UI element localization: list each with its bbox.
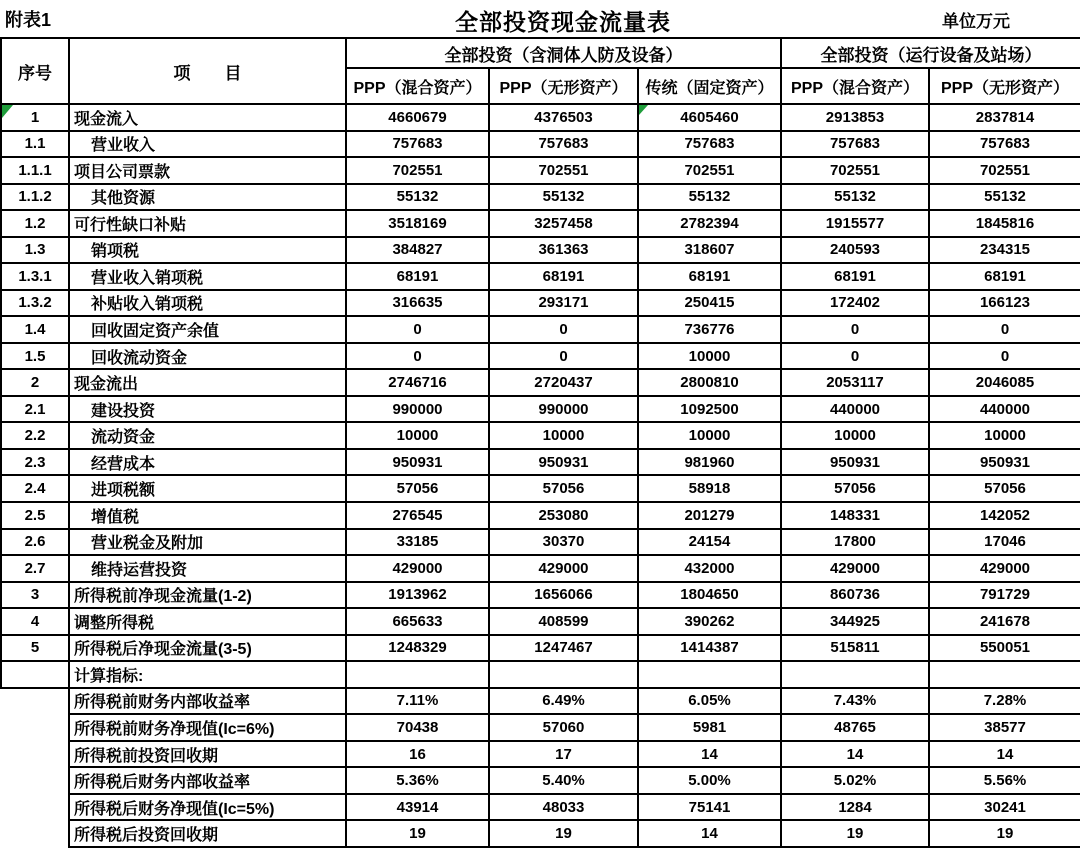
value-cell[interactable]: 142052 bbox=[929, 502, 1080, 529]
value-cell[interactable]: 0 bbox=[781, 316, 929, 343]
serial-cell[interactable]: 4 bbox=[1, 608, 69, 635]
serial-cell[interactable]: 2.2 bbox=[1, 422, 69, 449]
table-row bbox=[1, 316, 1080, 343]
serial-cell[interactable]: 1.1.1 bbox=[1, 157, 69, 184]
value-cell[interactable]: 0 bbox=[489, 343, 638, 370]
value-cell[interactable]: 860736 bbox=[781, 582, 929, 609]
value-cell[interactable]: 172402 bbox=[781, 290, 929, 317]
value-cell[interactable]: 440000 bbox=[929, 396, 1080, 423]
header-row-groups bbox=[1, 38, 1080, 68]
value-cell[interactable]: 17 bbox=[489, 741, 638, 768]
header-item[interactable]: 项 目 bbox=[69, 38, 346, 104]
table-row bbox=[1, 714, 1080, 741]
serial-cell[interactable]: 5 bbox=[1, 635, 69, 662]
value-cell[interactable]: 70438 bbox=[346, 714, 489, 741]
header-group-2[interactable]: 全部投资（运行设备及站场） bbox=[781, 38, 1080, 68]
item-cell[interactable]: 项目公司票款 bbox=[69, 157, 346, 184]
serial-cell[interactable] bbox=[1, 767, 69, 794]
item-cell[interactable]: 销项税 bbox=[69, 237, 346, 264]
table-row bbox=[1, 502, 1080, 529]
value-cell[interactable]: 1414387 bbox=[638, 635, 781, 662]
value-cell[interactable]: 361363 bbox=[489, 237, 638, 264]
value-cell[interactable]: 515811 bbox=[781, 635, 929, 662]
table-row bbox=[1, 104, 1080, 131]
value-cell[interactable]: 48765 bbox=[781, 714, 929, 741]
value-cell[interactable]: 17800 bbox=[781, 529, 929, 556]
value-cell[interactable]: 10000 bbox=[489, 422, 638, 449]
value-cell[interactable]: 1656066 bbox=[489, 582, 638, 609]
value-cell[interactable]: 757683 bbox=[346, 131, 489, 158]
item-cell[interactable]: 进项税额 bbox=[69, 475, 346, 502]
header-subcol-ppp-intangible-2[interactable]: PPP（无形资产） bbox=[929, 68, 1080, 104]
value-cell[interactable]: 68191 bbox=[346, 263, 489, 290]
serial-cell[interactable] bbox=[1, 741, 69, 768]
value-cell[interactable]: 950931 bbox=[929, 449, 1080, 476]
table-row bbox=[1, 369, 1080, 396]
value-cell[interactable]: 24154 bbox=[638, 529, 781, 556]
table-row bbox=[1, 422, 1080, 449]
value-cell[interactable]: 2046085 bbox=[929, 369, 1080, 396]
value-cell[interactable]: 241678 bbox=[929, 608, 1080, 635]
serial-cell[interactable]: 1.1 bbox=[1, 131, 69, 158]
value-cell[interactable]: 2720437 bbox=[489, 369, 638, 396]
value-cell[interactable]: 5981 bbox=[638, 714, 781, 741]
table-row bbox=[1, 555, 1080, 582]
table-row bbox=[1, 157, 1080, 184]
table-row bbox=[1, 820, 1080, 847]
value-cell[interactable]: 702551 bbox=[781, 157, 929, 184]
serial-cell[interactable]: 2 bbox=[1, 369, 69, 396]
item-cell[interactable]: 其他资源 bbox=[69, 184, 346, 211]
value-cell[interactable]: 17046 bbox=[929, 529, 1080, 556]
table-row bbox=[1, 608, 1080, 635]
value-cell[interactable]: 55132 bbox=[489, 184, 638, 211]
value-cell[interactable]: 57056 bbox=[781, 475, 929, 502]
value-cell[interactable]: 250415 bbox=[638, 290, 781, 317]
value-cell[interactable]: 19 bbox=[781, 820, 929, 847]
value-cell[interactable]: 5.36% bbox=[346, 767, 489, 794]
value-cell[interactable]: 344925 bbox=[781, 608, 929, 635]
header-subcol-traditional-fixed[interactable]: 传统（固定资产） bbox=[638, 68, 781, 104]
value-cell[interactable]: 757683 bbox=[781, 131, 929, 158]
value-cell[interactable]: 10000 bbox=[929, 422, 1080, 449]
value-cell[interactable]: 1284 bbox=[781, 794, 929, 821]
unit-label: 单位万元 bbox=[942, 12, 1010, 31]
value-cell[interactable]: 990000 bbox=[346, 396, 489, 423]
value-cell[interactable] bbox=[929, 661, 1080, 688]
value-cell[interactable]: 0 bbox=[346, 343, 489, 370]
item-cell[interactable]: 营业收入 bbox=[69, 131, 346, 158]
value-cell[interactable]: 10000 bbox=[346, 422, 489, 449]
value-cell[interactable]: 55132 bbox=[346, 184, 489, 211]
item-cell[interactable]: 所得税前投资回收期 bbox=[69, 741, 346, 768]
cashflow-table bbox=[0, 37, 1080, 848]
serial-cell[interactable] bbox=[1, 820, 69, 847]
value-cell[interactable]: 429000 bbox=[781, 555, 929, 582]
value-cell[interactable]: 58918 bbox=[638, 475, 781, 502]
item-cell[interactable]: 营业收入销项税 bbox=[69, 263, 346, 290]
value-cell[interactable]: 7.11% bbox=[346, 688, 489, 715]
table-row bbox=[1, 475, 1080, 502]
item-cell[interactable]: 增值税 bbox=[69, 502, 346, 529]
table-row bbox=[1, 794, 1080, 821]
green-corner-indicator bbox=[2, 105, 13, 118]
value-cell[interactable]: 950931 bbox=[781, 449, 929, 476]
value-cell[interactable]: 0 bbox=[781, 343, 929, 370]
item-cell[interactable]: 回收固定资产余值 bbox=[69, 316, 346, 343]
value-cell[interactable]: 57056 bbox=[929, 475, 1080, 502]
table-row bbox=[1, 396, 1080, 423]
serial-cell[interactable]: 2.6 bbox=[1, 529, 69, 556]
value-cell[interactable]: 990000 bbox=[489, 396, 638, 423]
value-cell[interactable]: 75141 bbox=[638, 794, 781, 821]
item-cell[interactable]: 现金流出 bbox=[69, 369, 346, 396]
value-cell[interactable]: 757683 bbox=[929, 131, 1080, 158]
table-row bbox=[1, 635, 1080, 662]
serial-cell[interactable]: 1.3 bbox=[1, 237, 69, 264]
item-cell[interactable]: 回收流动资金 bbox=[69, 343, 346, 370]
value-cell[interactable]: 4605460 bbox=[638, 104, 781, 131]
serial-cell[interactable] bbox=[1, 714, 69, 741]
value-cell[interactable]: 1845816 bbox=[929, 210, 1080, 237]
value-cell[interactable]: 757683 bbox=[638, 131, 781, 158]
value-cell[interactable]: 318607 bbox=[638, 237, 781, 264]
value-cell[interactable]: 2746716 bbox=[346, 369, 489, 396]
value-cell[interactable]: 10000 bbox=[781, 422, 929, 449]
table-row bbox=[1, 184, 1080, 211]
serial-cell[interactable]: 1.3.1 bbox=[1, 263, 69, 290]
value-cell[interactable]: 1913962 bbox=[346, 582, 489, 609]
item-cell[interactable]: 可行性缺口补贴 bbox=[69, 210, 346, 237]
item-cell[interactable]: 计算指标: bbox=[69, 661, 346, 688]
item-cell[interactable]: 所得税前财务净现值(Ic=6%) bbox=[69, 714, 346, 741]
value-cell[interactable]: 5.00% bbox=[638, 767, 781, 794]
table-row bbox=[1, 343, 1080, 370]
value-cell[interactable]: 981960 bbox=[638, 449, 781, 476]
value-cell[interactable]: 0 bbox=[346, 316, 489, 343]
serial-cell[interactable]: 2.3 bbox=[1, 449, 69, 476]
table-row bbox=[1, 529, 1080, 556]
table-row bbox=[1, 449, 1080, 476]
item-cell[interactable]: 维持运营投资 bbox=[69, 555, 346, 582]
value-cell[interactable]: 429000 bbox=[929, 555, 1080, 582]
value-cell[interactable]: 5.02% bbox=[781, 767, 929, 794]
item-cell[interactable]: 所得税前净现金流量(1-2) bbox=[69, 582, 346, 609]
value-cell[interactable]: 16 bbox=[346, 741, 489, 768]
value-cell[interactable]: 55132 bbox=[929, 184, 1080, 211]
value-cell[interactable]: 1804650 bbox=[638, 582, 781, 609]
value-cell[interactable]: 14 bbox=[781, 741, 929, 768]
value-cell[interactable]: 7.28% bbox=[929, 688, 1080, 715]
header-subcol-ppp-mixed-1[interactable]: PPP（混合资产） bbox=[346, 68, 489, 104]
header-subcol-ppp-mixed-2[interactable]: PPP（混合资产） bbox=[781, 68, 929, 104]
item-cell[interactable]: 流动资金 bbox=[69, 422, 346, 449]
value-cell[interactable]: 390262 bbox=[638, 608, 781, 635]
table-row bbox=[1, 688, 1080, 715]
value-cell[interactable]: 0 bbox=[929, 316, 1080, 343]
value-cell[interactable]: 19 bbox=[489, 820, 638, 847]
value-cell[interactable]: 1915577 bbox=[781, 210, 929, 237]
value-cell[interactable]: 30370 bbox=[489, 529, 638, 556]
value-cell[interactable]: 429000 bbox=[346, 555, 489, 582]
value-cell[interactable]: 2913853 bbox=[781, 104, 929, 131]
green-corner-indicator bbox=[639, 105, 648, 115]
value-cell[interactable]: 384827 bbox=[346, 237, 489, 264]
table-row bbox=[1, 263, 1080, 290]
value-cell[interactable]: 6.49% bbox=[489, 688, 638, 715]
value-cell[interactable]: 3518169 bbox=[346, 210, 489, 237]
table-row bbox=[1, 741, 1080, 768]
value-cell[interactable]: 2053117 bbox=[781, 369, 929, 396]
item-cell[interactable]: 经营成本 bbox=[69, 449, 346, 476]
value-cell[interactable]: 736776 bbox=[638, 316, 781, 343]
table-row bbox=[1, 767, 1080, 794]
value-cell[interactable]: 408599 bbox=[489, 608, 638, 635]
value-cell[interactable]: 4660679 bbox=[346, 104, 489, 131]
value-cell[interactable]: 2837814 bbox=[929, 104, 1080, 131]
value-cell[interactable]: 6.05% bbox=[638, 688, 781, 715]
item-cell[interactable]: 所得税后投资回收期 bbox=[69, 820, 346, 847]
page-title: 全部投资现金流量表 bbox=[455, 9, 671, 35]
value-cell[interactable] bbox=[781, 661, 929, 688]
serial-cell[interactable]: 1.3.2 bbox=[1, 290, 69, 317]
value-cell[interactable]: 665633 bbox=[346, 608, 489, 635]
item-cell[interactable]: 所得税后财务内部收益率 bbox=[69, 767, 346, 794]
item-cell[interactable]: 所得税后财务净现值(Ic=5%) bbox=[69, 794, 346, 821]
value-cell[interactable]: 253080 bbox=[489, 502, 638, 529]
value-cell[interactable]: 148331 bbox=[781, 502, 929, 529]
value-cell[interactable]: 3257458 bbox=[489, 210, 638, 237]
serial-cell[interactable]: 2.4 bbox=[1, 475, 69, 502]
value-cell[interactable]: 55132 bbox=[638, 184, 781, 211]
value-cell[interactable]: 791729 bbox=[929, 582, 1080, 609]
table-row bbox=[1, 661, 1080, 688]
value-cell[interactable]: 68191 bbox=[638, 263, 781, 290]
value-cell[interactable]: 19 bbox=[346, 820, 489, 847]
value-cell[interactable]: 950931 bbox=[346, 449, 489, 476]
serial-cell[interactable] bbox=[1, 688, 69, 715]
value-cell[interactable]: 429000 bbox=[489, 555, 638, 582]
serial-cell[interactable]: 1.4 bbox=[1, 316, 69, 343]
value-cell[interactable]: 48033 bbox=[489, 794, 638, 821]
serial-cell[interactable]: 3 bbox=[1, 582, 69, 609]
value-cell[interactable]: 4376503 bbox=[489, 104, 638, 131]
value-cell[interactable] bbox=[638, 661, 781, 688]
item-cell[interactable]: 现金流入 bbox=[69, 104, 346, 131]
value-cell[interactable]: 10000 bbox=[638, 343, 781, 370]
value-cell[interactable]: 702551 bbox=[346, 157, 489, 184]
value-cell[interactable]: 7.43% bbox=[781, 688, 929, 715]
item-cell[interactable]: 建设投资 bbox=[69, 396, 346, 423]
value-cell[interactable]: 440000 bbox=[781, 396, 929, 423]
value-cell[interactable]: 702551 bbox=[638, 157, 781, 184]
value-cell[interactable]: 201279 bbox=[638, 502, 781, 529]
value-cell[interactable]: 757683 bbox=[489, 131, 638, 158]
value-cell[interactable]: 1092500 bbox=[638, 396, 781, 423]
value-cell[interactable]: 1248329 bbox=[346, 635, 489, 662]
value-cell[interactable]: 276545 bbox=[346, 502, 489, 529]
value-cell[interactable]: 5.40% bbox=[489, 767, 638, 794]
item-cell[interactable]: 所得税前财务内部收益率 bbox=[69, 688, 346, 715]
value-cell[interactable]: 55132 bbox=[781, 184, 929, 211]
value-cell[interactable]: 30241 bbox=[929, 794, 1080, 821]
value-cell[interactable]: 0 bbox=[489, 316, 638, 343]
value-cell[interactable]: 14 bbox=[638, 741, 781, 768]
value-cell[interactable]: 68191 bbox=[781, 263, 929, 290]
table-row bbox=[1, 582, 1080, 609]
value-cell[interactable]: 2782394 bbox=[638, 210, 781, 237]
value-cell[interactable]: 57056 bbox=[346, 475, 489, 502]
value-cell[interactable]: 950931 bbox=[489, 449, 638, 476]
item-cell[interactable]: 补贴收入销项税 bbox=[69, 290, 346, 317]
value-cell[interactable]: 550051 bbox=[929, 635, 1080, 662]
value-cell[interactable]: 38577 bbox=[929, 714, 1080, 741]
value-cell[interactable]: 14 bbox=[638, 820, 781, 847]
value-cell[interactable]: 1247467 bbox=[489, 635, 638, 662]
serial-cell[interactable]: 2.1 bbox=[1, 396, 69, 423]
value-cell[interactable]: 316635 bbox=[346, 290, 489, 317]
header-subcol-ppp-intangible-1[interactable]: PPP（无形资产） bbox=[489, 68, 638, 104]
header-group-1[interactable]: 全部投资（含洞体人防及设备） bbox=[346, 38, 781, 68]
value-cell[interactable]: 19 bbox=[929, 820, 1080, 847]
serial-cell[interactable]: 2.7 bbox=[1, 555, 69, 582]
attachment-label: 附表1 bbox=[5, 10, 52, 30]
item-cell[interactable]: 所得税后净现金流量(3-5) bbox=[69, 635, 346, 662]
table-row bbox=[1, 210, 1080, 237]
serial-cell[interactable]: 2.5 bbox=[1, 502, 69, 529]
table-row bbox=[1, 131, 1080, 158]
value-cell[interactable]: 0 bbox=[929, 343, 1080, 370]
value-cell[interactable]: 57060 bbox=[489, 714, 638, 741]
value-cell[interactable]: 57056 bbox=[489, 475, 638, 502]
value-cell[interactable]: 702551 bbox=[489, 157, 638, 184]
value-cell[interactable]: 68191 bbox=[489, 263, 638, 290]
value-cell[interactable]: 68191 bbox=[929, 263, 1080, 290]
value-cell[interactable]: 5.56% bbox=[929, 767, 1080, 794]
value-cell[interactable] bbox=[489, 661, 638, 688]
table-body bbox=[1, 104, 1080, 847]
serial-cell[interactable]: 1 bbox=[1, 104, 69, 131]
value-cell[interactable]: 10000 bbox=[638, 422, 781, 449]
value-cell[interactable]: 14 bbox=[929, 741, 1080, 768]
item-cell[interactable]: 营业税金及附加 bbox=[69, 529, 346, 556]
value-cell[interactable]: 293171 bbox=[489, 290, 638, 317]
value-cell[interactable] bbox=[346, 661, 489, 688]
table-row bbox=[1, 290, 1080, 317]
value-cell[interactable]: 2800810 bbox=[638, 369, 781, 396]
table-row bbox=[1, 237, 1080, 264]
serial-cell[interactable]: 1.2 bbox=[1, 210, 69, 237]
serial-cell[interactable]: 1.1.2 bbox=[1, 184, 69, 211]
value-cell[interactable]: 33185 bbox=[346, 529, 489, 556]
value-cell[interactable]: 702551 bbox=[929, 157, 1080, 184]
top-header-area bbox=[0, 0, 1080, 37]
serial-cell[interactable] bbox=[1, 661, 69, 688]
serial-cell[interactable] bbox=[1, 794, 69, 821]
value-cell[interactable]: 432000 bbox=[638, 555, 781, 582]
header-serial[interactable]: 序号 bbox=[1, 38, 69, 104]
item-cell[interactable]: 调整所得税 bbox=[69, 608, 346, 635]
value-cell[interactable]: 240593 bbox=[781, 237, 929, 264]
value-cell[interactable]: 166123 bbox=[929, 290, 1080, 317]
serial-cell[interactable]: 1.5 bbox=[1, 343, 69, 370]
value-cell[interactable]: 43914 bbox=[346, 794, 489, 821]
value-cell[interactable]: 234315 bbox=[929, 237, 1080, 264]
